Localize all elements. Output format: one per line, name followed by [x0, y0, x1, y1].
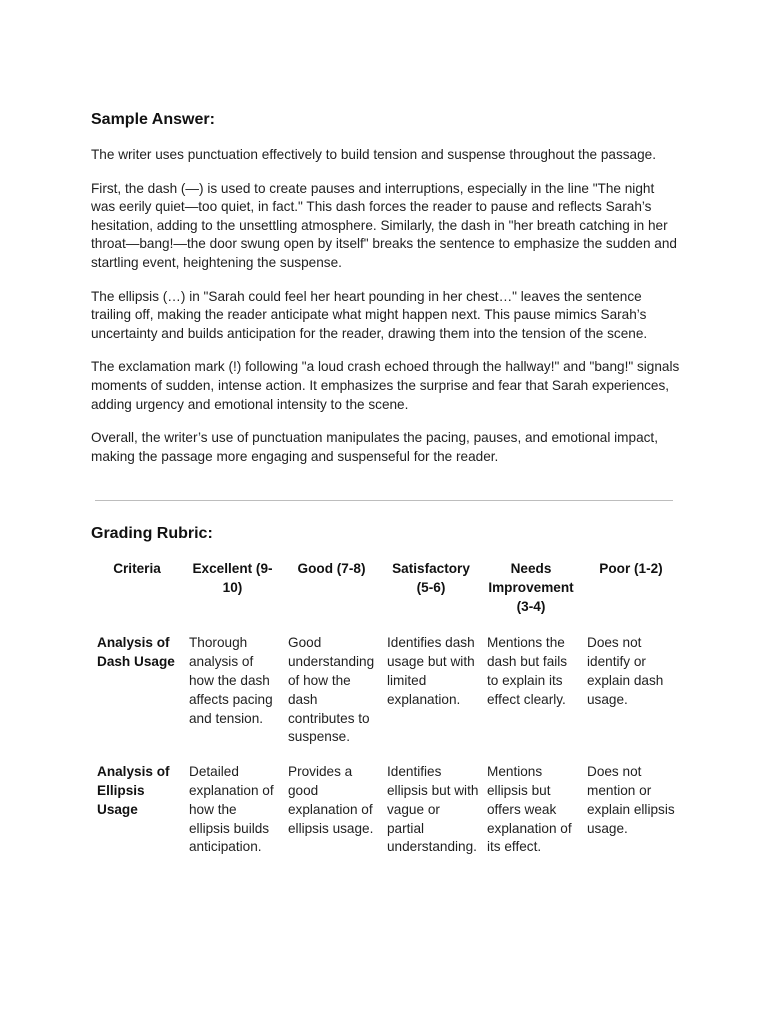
header-satisfactory: Satisfactory (5-6): [392, 561, 470, 595]
header-poor: Poor (1-2): [599, 561, 663, 576]
answer-paragraph: The exclamation mark (!) following "a loud crash echoed through the hallway!" and "bang!" signals moments of sudden, intense action. It emphasizes the surprise and fear that Sarah experiences, adding urgency and emotional intensity to the scene.: [91, 359, 680, 412]
table-cell: Good understanding of how the dash contributes to suspense.: [288, 635, 375, 745]
table-cell: Detailed explanation of how the ellipsis builds anticipation.: [189, 764, 274, 855]
rubric-table: [91, 560, 681, 873]
answer-paragraph: Overall, the writer’s use of punctuation manipulates the pacing, pauses, and emotional impact, making the passage more engaging and suspenseful for the reader.: [91, 430, 658, 464]
answer-paragraph: The ellipsis (…) in "Sarah could feel her heart pounding in her chest…" leaves the sentence trailing off, making the reader anticipate what might happen next. This pause mimics Sarah’s uncertainty and builds anticipation for the reader, drawing them into the tension of the scene.: [91, 288, 648, 341]
criteria-cell: Analysis of Dash Usage: [97, 635, 175, 670]
rubric-header-row: [91, 560, 681, 634]
table-row: [91, 763, 681, 873]
sample-answer-section: [91, 108, 681, 481]
header-excellent: Excellent (9-10): [192, 561, 273, 595]
table-cell: Provides a good explanation of ellipsis usage.: [288, 764, 374, 836]
table-cell: Mentions ellipsis but offers weak explanation of its effect.: [487, 764, 572, 855]
rubric-title: Grading Rubric:: [91, 525, 213, 542]
grading-rubric-section: [91, 522, 681, 873]
table-cell: Does not mention or explain ellipsis usage.: [587, 764, 675, 836]
section-divider: [95, 500, 673, 501]
table-cell: Identifies dash usage but with limited explanation.: [387, 635, 475, 707]
header-criteria: Criteria: [113, 561, 161, 576]
header-needs-improvement: Needs Improvement (3-4): [488, 561, 574, 614]
table-cell: Identifies ellipsis but with vague or partial understanding.: [387, 764, 479, 855]
table-cell: Does not identify or explain dash usage.: [587, 635, 664, 707]
answer-paragraph: First, the dash (—) is used to create pauses and interruptions, especially in the line "The night was eerily quiet—too quiet, in fact." This dash forces the reader to pause and reflects Sarah’s hesitation, adding to the unsettling atmosphere. Similarly, the dash in "her breath catching in her throat—bang!—the door swung open by itself" breaks the sentence to emphasize the sudden and startling event, heightening the suspense.: [91, 180, 677, 270]
table-cell: Mentions the dash but fails to explain its effect clearly.: [487, 635, 568, 707]
table-cell: Thorough analysis of how the dash affects pacing and tension.: [189, 635, 273, 726]
header-good: Good (7-8): [297, 561, 366, 576]
answer-paragraph: The writer uses punctuation effectively to build tension and suspense throughout the passage.: [91, 147, 657, 162]
table-row: [91, 634, 681, 763]
criteria-cell: Analysis of Ellipsis Usage: [97, 764, 170, 817]
sample-answer-title: Sample Answer:: [91, 111, 215, 128]
